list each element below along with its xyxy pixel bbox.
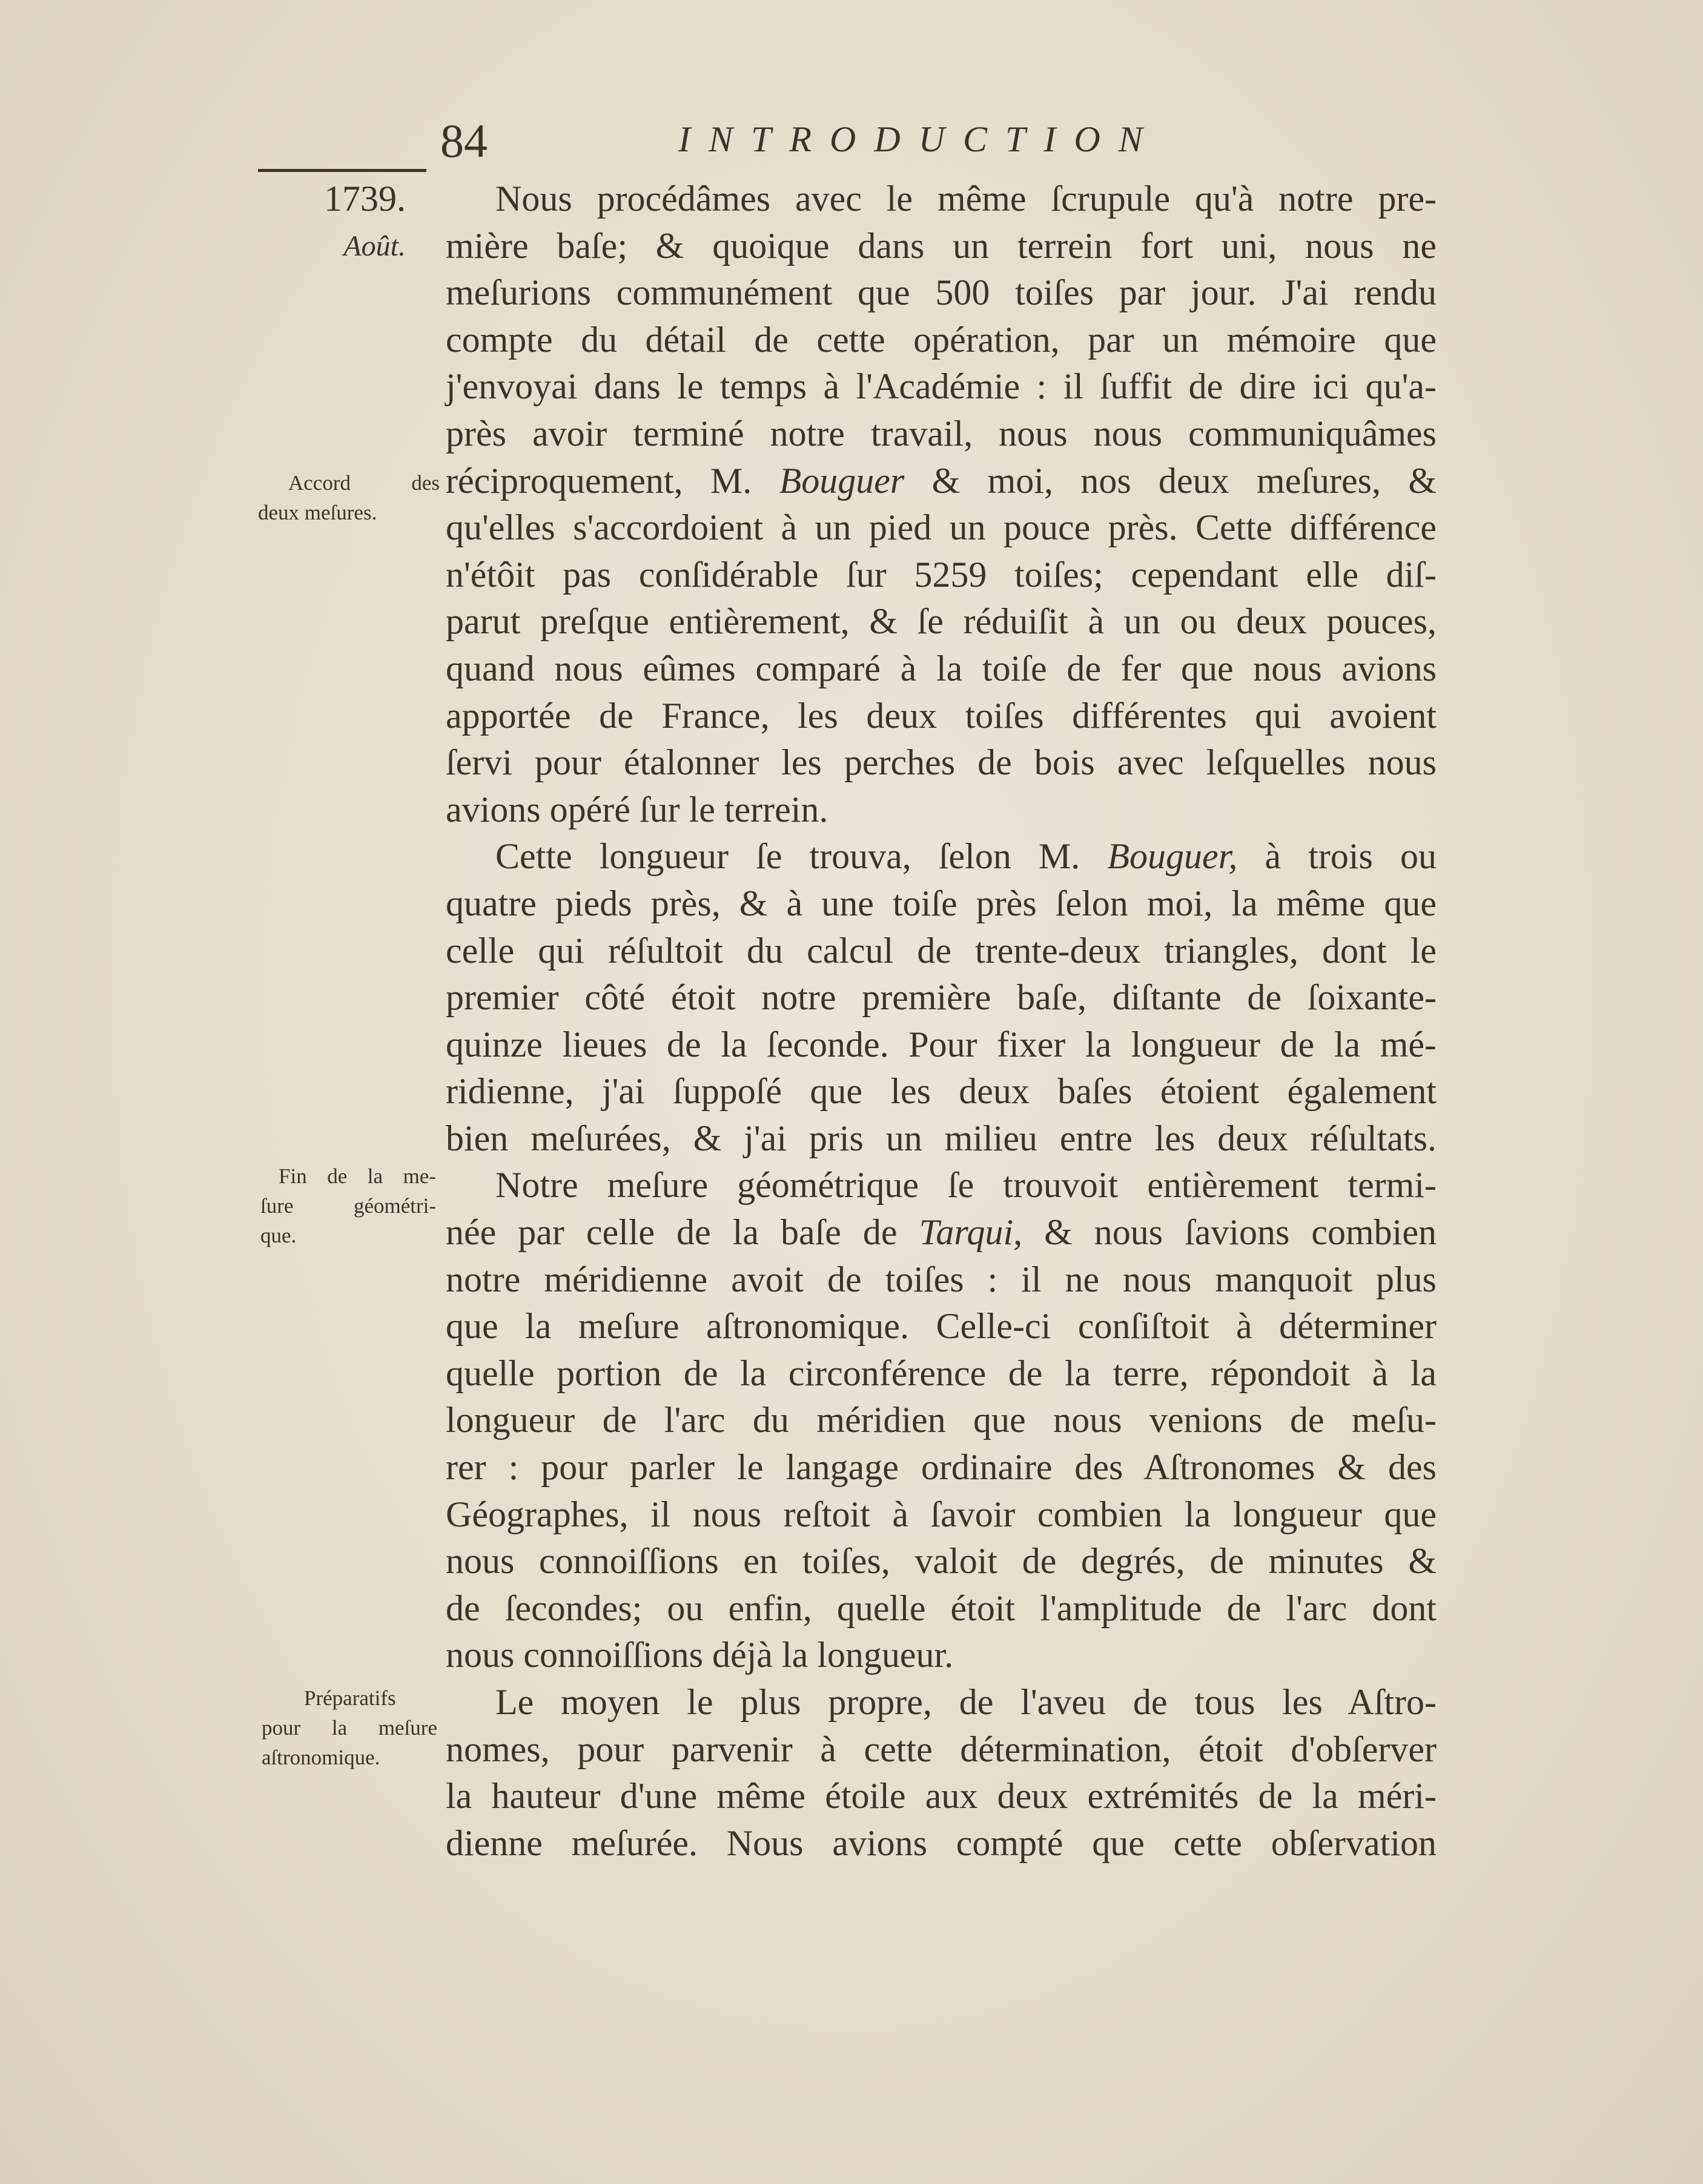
margin-note-accord: [258, 468, 440, 527]
text-line: [446, 833, 1437, 880]
margin-note-preparatifs: [262, 1683, 437, 1772]
text-line: que la meſure aſtronomique. Celle-ci conſiſtoit à déterminer: [446, 1306, 1437, 1347]
text-segment: , & nous ſavions combien: [1013, 1212, 1437, 1253]
text-line: rer : pour parler le langage ordinaire des Aſtronomes & des: [446, 1447, 1437, 1488]
margin-month: Août.: [343, 230, 406, 262]
italic-name: Bouguer,: [1107, 836, 1238, 877]
text-segment: à trois ou: [1237, 836, 1437, 877]
text-line: Notre meſure géométrique ſe trouvoit entièrement termi-: [495, 1165, 1437, 1206]
text-line: quatre pieds près, & à une toiſe près ſelon moi, la même que: [446, 883, 1437, 923]
text-line: nous connoiſſions en toiſes, valoit de degrés, de minutes &: [446, 1541, 1437, 1582]
text-line: [446, 1209, 1437, 1256]
text-line: nomes, pour parvenir à cette détermination, étoit d'obſerver: [446, 1729, 1437, 1769]
margin-note-line: ſure géométri-: [260, 1194, 436, 1218]
text-line: n'étôit pas conſidérable ſur 5259 toiſes; cependant elle diſ-: [446, 554, 1437, 595]
text-line: celle qui réſultoit du calcul de trente-deux triangles, dont le: [446, 930, 1437, 971]
text-segment: réciproquement, M.: [446, 460, 779, 501]
text-line: quelle portion de la circonférence de la terre, répondoit à la: [446, 1353, 1437, 1393]
margin-note-line: Accord des: [288, 471, 440, 495]
margin-note-line: deux meſures.: [258, 501, 377, 524]
text-line: compte du détail de cette opération, par un mémoire que: [446, 319, 1437, 360]
margin-rule: [258, 169, 426, 172]
text-line: meſurions communément que 500 toiſes par jour. J'ai rendu: [446, 272, 1437, 313]
body-text: [446, 176, 1437, 1867]
text-line: avions opéré ſur le terrein.: [446, 789, 828, 830]
margin-note-line: Préparatifs: [304, 1686, 396, 1710]
text-segment: née par celle de la baſe de: [446, 1212, 919, 1253]
text-line: longueur de l'arc du méridien que nous venions de meſu-: [446, 1400, 1437, 1440]
running-title: INTRODUCTION: [678, 119, 1161, 159]
text-line: [446, 458, 1437, 505]
italic-name: Tarqui: [919, 1212, 1014, 1253]
text-line: ſervi pour étalonner les perches de bois avec leſquelles nous: [446, 742, 1437, 783]
margin-note-fin-mesure: [260, 1161, 436, 1250]
text-segment: & moi, nos deux meſures, &: [904, 460, 1437, 501]
text-line: j'envoyai dans le temps à l'Académie : il ſuffit de dire ici qu'a-: [446, 366, 1437, 407]
text-line: mière baſe; & quoique dans un terrein fort uni, nous ne: [446, 225, 1437, 266]
text-line: la hauteur d'une même étoile aux deux extrémités de la méri-: [446, 1776, 1437, 1816]
text-line: nous connoiſſions déjà la longueur.: [446, 1635, 954, 1675]
margin-note-line: que.: [260, 1224, 297, 1247]
text-segment: Cette longueur ſe trouva, ſelon M.: [495, 836, 1108, 877]
text-line: notre méridienne avoit de toiſes : il ne nous manquoit plus: [446, 1259, 1437, 1299]
text-line: apportée de France, les deux toiſes différentes qui avoient: [446, 695, 1437, 736]
text-line: Le moyen le plus propre, de l'aveu de tous les Aſtro-: [495, 1682, 1437, 1722]
text-line: bien meſurées, & j'ai pris un milieu entre les deux réſultats.: [446, 1118, 1437, 1158]
text-line: parut preſque entièrement, & ſe réduiſit à un ou deux pouces,: [446, 601, 1437, 642]
text-line: quand nous eûmes comparé à la toiſe de fer que nous avions: [446, 648, 1437, 688]
text-line: de ſecondes; ou enfin, quelle étoit l'amplitude de l'arc dont: [446, 1588, 1437, 1628]
text-line: qu'elles s'accordoient à un pied un pouce près. Cette différence: [446, 507, 1437, 548]
text-line: premier côté étoit notre première baſe, diſtante de ſoixante-: [446, 977, 1437, 1018]
text-line: dienne meſurée. Nous avions compté que cette obſervation: [446, 1823, 1437, 1863]
margin-note-line: pour la meſure: [262, 1716, 437, 1740]
page-number: 84: [440, 114, 488, 167]
text-line: Géographes, il nous reſtoit à ſavoir combien la longueur que: [446, 1494, 1437, 1534]
italic-name: Bouguer: [779, 460, 905, 501]
margin-note-line: Fin de la me-: [279, 1164, 436, 1188]
text-line: ridienne, j'ai ſuppoſé que les deux baſes étoient également: [446, 1071, 1437, 1112]
text-line: quinze lieues de la ſeconde. Pour fixer la longueur de la mé-: [446, 1024, 1437, 1064]
margin-note-line: aſtronomique.: [262, 1746, 380, 1769]
margin-year: 1739.: [324, 179, 406, 219]
text-line: Nous procédâmes avec le même ſcrupule qu'à notre pre-: [495, 179, 1437, 219]
text-line: près avoir terminé notre travail, nous nous communiquâmes: [446, 413, 1437, 454]
